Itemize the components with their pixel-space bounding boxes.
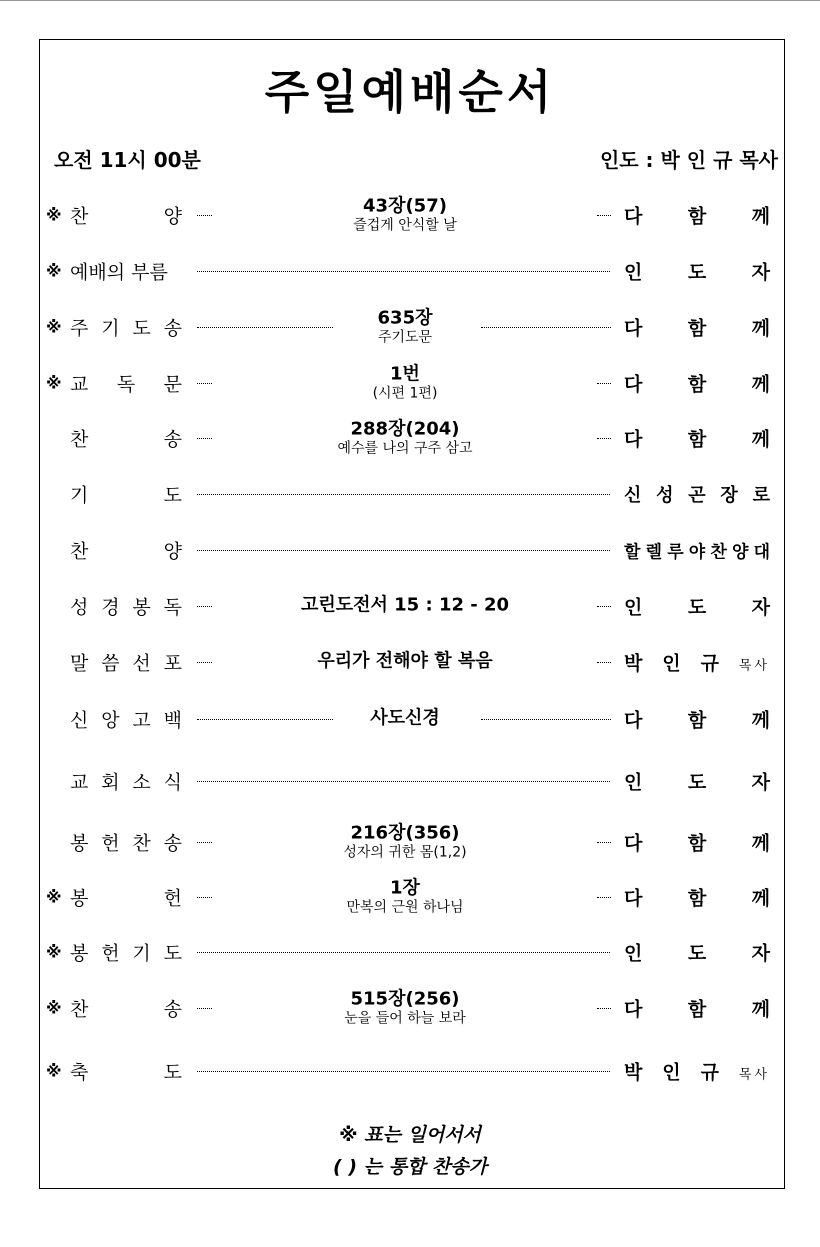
item-name-char: 봉 — [70, 942, 89, 965]
hymnal-note: ( ) 는 통합 찬송가 — [333, 1156, 487, 1178]
leader-dots — [197, 271, 610, 272]
item-leader-char: 께 — [751, 709, 770, 732]
item-number: 288장(204) — [350, 418, 460, 440]
item-name-char: 도 — [163, 1061, 182, 1084]
item-name — [70, 706, 182, 733]
item-leader-char: 께 — [751, 317, 770, 340]
leader-dots-right — [597, 1008, 611, 1009]
item-leader-char: 인 — [624, 771, 643, 794]
item-name-char: 찬 — [132, 832, 151, 855]
item-name — [70, 314, 182, 341]
item-leader — [624, 649, 770, 676]
item-name-char: 성 — [70, 596, 89, 619]
item-name-char: 양 — [163, 540, 182, 563]
item-name — [70, 537, 182, 564]
item-number: 1번 — [390, 363, 420, 385]
item-number: 43장(57) — [363, 195, 447, 217]
leader-dots-left — [197, 383, 212, 384]
item-leader-char: 께 — [751, 998, 770, 1021]
item-title: 성자의 귀한 몸(1,2) — [343, 844, 467, 861]
item-name-char: 헌 — [163, 887, 182, 910]
item-name-char: 주 — [70, 317, 89, 340]
item-title: 눈을 들어 하늘 보라 — [344, 1010, 466, 1027]
item-leader-char: 양 — [731, 542, 749, 563]
item-name-char: 포 — [163, 652, 182, 675]
item-name-char: 찬 — [70, 428, 89, 451]
item-name-char: 헌 — [101, 832, 120, 855]
service-item — [0, 361, 820, 405]
item-leader-char: 신 — [624, 485, 642, 506]
item-detail — [300, 309, 510, 346]
item-leader-char: 인 — [662, 652, 681, 675]
leader-dots-left — [197, 662, 212, 663]
service-item — [0, 249, 820, 293]
item-leader — [624, 884, 770, 911]
item-leader-char: 인 — [624, 942, 643, 965]
item-number: 1장 — [390, 877, 420, 899]
item-title: (시편 1편) — [372, 385, 438, 402]
item-detail — [300, 990, 510, 1027]
item-leader-char: 함 — [687, 205, 707, 228]
service-item — [0, 472, 820, 516]
service-item — [0, 930, 820, 974]
item-leader-char: 께 — [751, 205, 770, 228]
item-leader-char: 장 — [720, 485, 738, 506]
item-leader-char: 렐 — [645, 542, 663, 563]
standing-mark: ※ — [46, 998, 62, 1018]
item-leader-char: 곤 — [688, 485, 706, 506]
service-item — [0, 875, 820, 919]
standing-mark: ※ — [46, 1061, 62, 1081]
item-detail — [300, 197, 510, 234]
item-leader-char: 다 — [624, 709, 643, 732]
leader-dots — [197, 1071, 610, 1072]
item-leader-char: 성 — [656, 485, 674, 506]
item-leader — [624, 995, 770, 1022]
service-item — [0, 697, 820, 741]
leader-dots-right — [597, 842, 611, 843]
item-leader-char: 찬 — [710, 542, 727, 563]
item-name-char: 헌 — [101, 942, 120, 965]
leader-dots-left — [197, 842, 212, 843]
leader-dots-left — [197, 215, 212, 216]
item-leader — [624, 939, 770, 966]
service-leader: 인도 : 박 인 규 목사 — [599, 148, 778, 172]
item-name-char: 독 — [163, 596, 182, 619]
item-title: 주기도문 — [377, 329, 433, 346]
item-detail — [300, 879, 510, 916]
page-title: 주일예배순서 — [264, 65, 556, 119]
service-item — [0, 640, 820, 684]
item-name — [70, 995, 182, 1022]
item-leader — [624, 425, 770, 452]
item-leader-char: 도 — [687, 261, 707, 284]
item-text: 고린도전서 15 : 12 - 20 — [300, 594, 510, 616]
item-leader — [624, 538, 770, 563]
item-detail — [300, 596, 510, 617]
item-leader-char: 자 — [751, 942, 770, 965]
item-name-char: 독 — [116, 373, 136, 396]
item-detail — [300, 365, 510, 402]
leader-dots — [197, 781, 610, 782]
item-leader-char: 께 — [751, 832, 770, 855]
item-leader-char: 다 — [624, 373, 643, 396]
service-item — [0, 584, 820, 628]
item-leader-char: 다 — [624, 205, 643, 228]
item-leader-char: 루 — [667, 542, 684, 563]
item-title: 즐겁게 안식할 날 — [353, 217, 457, 234]
item-name-char: 교 — [70, 771, 89, 794]
item-name-char: 찬 — [70, 540, 89, 563]
standing-mark: ※ — [46, 942, 62, 962]
item-leader-char: 함 — [687, 428, 707, 451]
item-name-char: 양 — [163, 205, 182, 228]
item-name-char: 도 — [132, 317, 151, 340]
item-title: 예수를 나의 구주 삼고 — [337, 440, 473, 457]
item-leader — [624, 258, 770, 285]
item-leader — [624, 481, 770, 507]
item-leader-char: 할 — [624, 542, 641, 563]
item-name-char: 찬 — [70, 205, 89, 228]
item-text: 사도신경 — [370, 707, 440, 729]
leader-dots-left — [197, 606, 212, 607]
service-item — [0, 193, 820, 237]
item-leader-char: 함 — [687, 832, 707, 855]
item-name-char: 식 — [163, 771, 182, 794]
item-leader — [624, 593, 770, 620]
item-name-char: 찬 — [70, 998, 89, 1021]
item-number: 216장(356) — [350, 822, 460, 844]
standing-mark: ※ — [46, 261, 62, 281]
leader-dots — [197, 550, 610, 551]
leader-dots-right — [597, 662, 611, 663]
item-name — [70, 593, 182, 620]
item-leader-char: 박 — [624, 652, 643, 675]
item-leader-char: 다 — [624, 887, 643, 910]
leader-dots-right — [597, 215, 611, 216]
item-name-char: 기 — [70, 484, 89, 507]
item-leader — [624, 370, 770, 397]
item-name-char: 소 — [132, 771, 151, 794]
item-name — [70, 939, 182, 966]
item-leader-char: 야 — [688, 542, 706, 563]
item-name — [70, 258, 182, 285]
item-name-char: 송 — [163, 317, 182, 340]
item-leader-char: 인 — [662, 1061, 681, 1084]
item-name-char: 봉 — [70, 887, 89, 910]
item-leader-char: 도 — [687, 771, 707, 794]
service-item — [0, 1049, 820, 1093]
item-leader-char: 박 — [624, 1061, 643, 1084]
service-time: 오전 11시 00분 — [54, 148, 201, 172]
top-divider — [0, 0, 820, 1]
standing-mark: ※ — [46, 317, 62, 337]
item-number: 635장 — [377, 307, 433, 329]
item-text: 우리가 전해야 할 복음 — [317, 650, 493, 672]
item-detail — [300, 824, 510, 861]
item-name-char: 고 — [132, 709, 151, 732]
item-detail — [300, 652, 510, 673]
item-name — [70, 768, 182, 795]
item-detail — [300, 709, 510, 730]
item-name-char: 도 — [163, 942, 182, 965]
item-leader-char: 함 — [687, 998, 707, 1021]
item-name-char: 백 — [163, 709, 182, 732]
item-leader-char: 도 — [687, 596, 707, 619]
item-leader-char: 인 — [624, 261, 643, 284]
item-name-char: 봉 — [132, 596, 151, 619]
item-name-char: 문 — [163, 373, 182, 396]
leader-dots-left — [197, 1008, 212, 1009]
item-leader-char: 인 — [624, 596, 643, 619]
item-leader-char: 규 — [700, 1061, 719, 1084]
item-leader — [624, 829, 770, 856]
item-leader-char: 로 — [752, 485, 770, 506]
item-leader-char: 자 — [751, 596, 770, 619]
item-leader-char: 다 — [624, 998, 643, 1021]
item-leader-char: 다 — [624, 317, 643, 340]
item-name-char: 송 — [163, 998, 182, 1021]
item-leader-char: 함 — [687, 887, 707, 910]
leader-dots-left — [197, 438, 212, 439]
item-name — [70, 481, 182, 508]
item-name — [70, 425, 182, 452]
leader-dots-right — [597, 438, 611, 439]
standing-mark: ※ — [46, 373, 62, 393]
item-leader-char: 함 — [687, 373, 707, 396]
item-name-char: 송 — [163, 428, 182, 451]
item-name-char: 교 — [70, 373, 89, 396]
item-name-char: 송 — [163, 832, 182, 855]
item-leader — [624, 1058, 770, 1085]
item-name — [70, 202, 182, 229]
item-name-char: 봉 — [70, 832, 89, 855]
item-name-char: 기 — [101, 317, 120, 340]
service-item — [0, 820, 820, 864]
item-name — [70, 370, 182, 397]
item-leader-char: 께 — [751, 887, 770, 910]
item-leader — [624, 706, 770, 733]
item-name — [70, 829, 182, 856]
item-name-char: 선 — [132, 652, 151, 675]
item-leader-char: 자 — [751, 771, 770, 794]
item-leader-char: 께 — [751, 428, 770, 451]
item-name-char: 씀 — [101, 652, 120, 675]
service-item — [0, 528, 820, 572]
item-leader-char: 도 — [687, 942, 707, 965]
standing-note: ※ 표는 일어서서 — [339, 1124, 481, 1146]
item-name-char: 예배의 부름 — [70, 261, 168, 284]
item-leader-title: 목사 — [738, 1067, 770, 1083]
leader-dots-right — [597, 383, 611, 384]
item-leader — [624, 768, 770, 795]
item-name-char: 경 — [101, 596, 120, 619]
item-leader-char: 자 — [751, 261, 770, 284]
item-name-char: 회 — [101, 771, 120, 794]
item-name-char: 기 — [132, 942, 151, 965]
item-name-char: 축 — [70, 1061, 89, 1084]
leader-dots — [197, 952, 610, 953]
item-leader — [624, 314, 770, 341]
item-detail — [300, 420, 510, 457]
item-leader-char: 함 — [687, 317, 707, 340]
service-item — [0, 305, 820, 349]
item-leader — [624, 202, 770, 229]
standing-mark: ※ — [46, 205, 62, 225]
item-leader-char: 다 — [624, 428, 643, 451]
standing-mark: ※ — [46, 887, 62, 907]
leader-dots-right — [597, 897, 611, 898]
item-name-char: 신 — [70, 709, 89, 732]
item-name — [70, 1058, 182, 1085]
item-leader-char: 대 — [753, 542, 770, 563]
leader-dots-right — [597, 606, 611, 607]
service-item — [0, 416, 820, 460]
item-title: 만복의 근원 하나님 — [346, 899, 464, 916]
item-leader-char: 다 — [624, 832, 643, 855]
item-name-char: 도 — [163, 484, 182, 507]
item-name — [70, 884, 182, 911]
item-name-char: 말 — [70, 652, 89, 675]
item-name — [70, 649, 182, 676]
leader-dots-left — [197, 897, 212, 898]
item-leader-title: 목사 — [738, 658, 770, 674]
item-number: 515장(256) — [350, 988, 460, 1010]
leader-dots — [197, 494, 610, 495]
service-item — [0, 759, 820, 803]
item-name-char: 앙 — [101, 709, 120, 732]
item-leader-char: 께 — [751, 373, 770, 396]
item-leader-char: 규 — [700, 652, 719, 675]
item-leader-char: 함 — [687, 709, 707, 732]
service-item — [0, 986, 820, 1030]
